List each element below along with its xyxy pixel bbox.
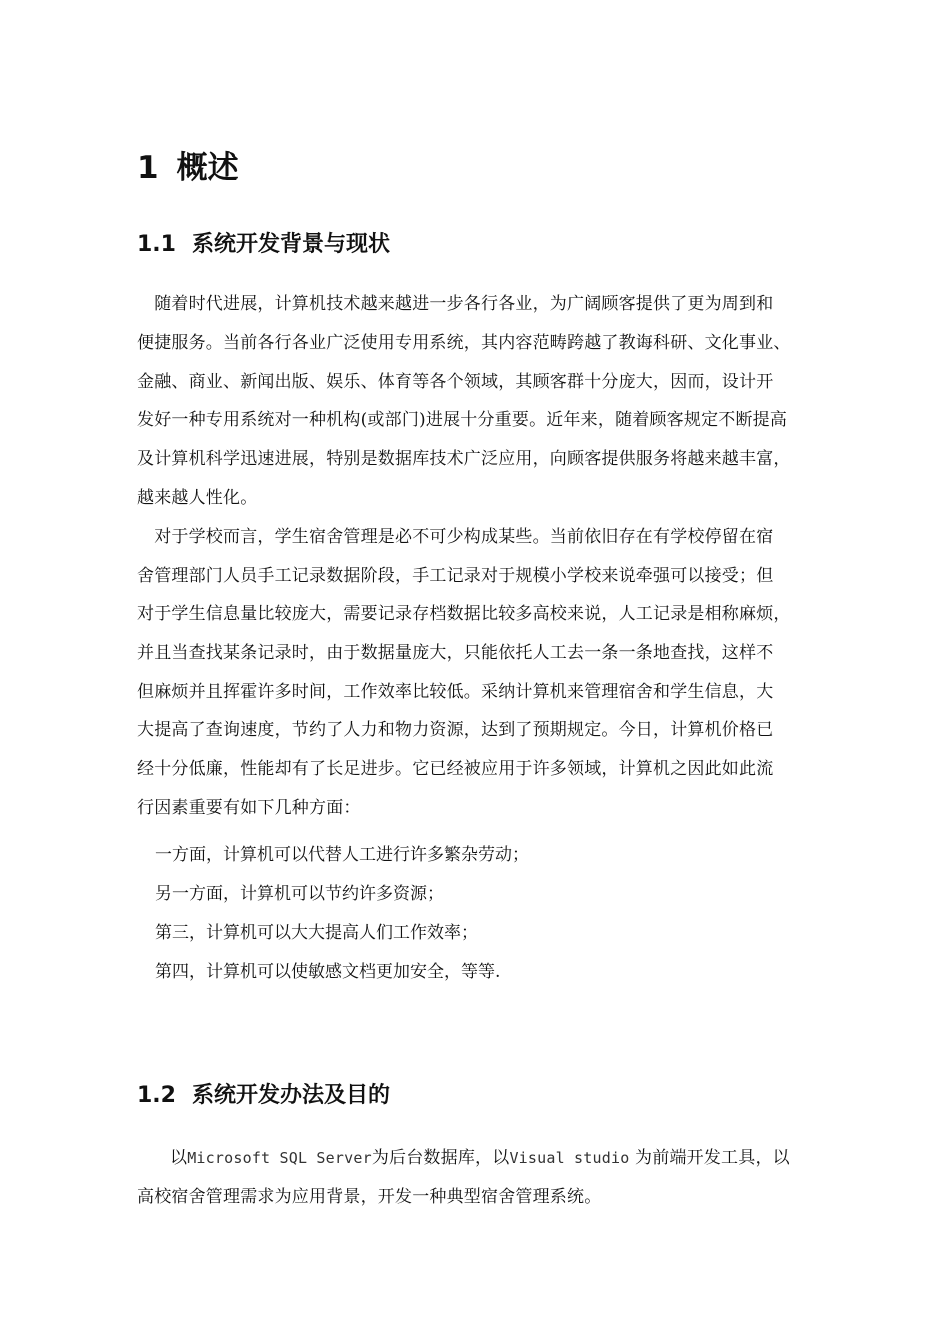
paragraph-line: 经十分低廉，性能却有了长足进步。它已经被应用于许多领域，计算机之因此如此流 (137, 759, 774, 779)
paragraph-line: 并且当查找某条记录时，由于数据量庞大，只能依托人工去一条一条地查找，这样不 (137, 643, 774, 663)
paragraph-line: 随着时代进展，计算机技术越来越进一步各行各业，为广阔顾客提供了更为周到和 (137, 294, 774, 314)
text-run: 为后台数据库，以 (371, 1148, 510, 1168)
list-item: 第三，计算机可以大大提高人们工作效率； (155, 923, 478, 943)
paragraph-line: 对于学生信息量比较庞大，需要记录存档数据比较多高校来说，人工记录是相称麻烦， (137, 604, 791, 624)
paragraph-line: 越来越人性化。 (137, 488, 258, 508)
list-item: 另一方面，计算机可以节约许多资源； (155, 884, 444, 904)
section-title: 系统开发背景与现状 (191, 232, 390, 257)
section-title: 系统开发办法及目的 (191, 1083, 390, 1108)
section-heading-1-1 (137, 230, 390, 260)
text-run: 以 (170, 1148, 188, 1168)
chapter-heading (137, 148, 239, 188)
paragraph-line: 金融、商业、新闻出版、娱乐、体育等各个领域，其顾客群十分庞大，因而，设计开 (137, 372, 774, 392)
paragraph-line: 行因素重要有如下几种方面： (137, 798, 361, 818)
paragraph-line (170, 1146, 870, 1170)
paragraph-line: 对于学校而言，学生宿舍管理是必不可少构成某些。当前依旧存在有学校停留在宿 (137, 527, 774, 547)
list-item: 一方面，计算机可以代替人工进行许多繁杂劳动； (155, 845, 529, 865)
paragraph-line: 高校宿舍管理需求为应用背景，开发一种典型宿舍管理系统。 (137, 1187, 602, 1207)
chapter-number: 1 (137, 150, 159, 186)
paragraph-line: 但麻烦并且挥霍许多时间，工作效率比较低。采纳计算机来管理宿舍和学生信息，大 (137, 682, 774, 702)
section-number: 1.2 (137, 1083, 176, 1108)
paragraph-line: 便捷服务。当前各行各业广泛使用专用系统，其内容范畴跨越了教诲科研、文化事业、 (137, 333, 791, 353)
section-heading-1-2 (137, 1081, 390, 1111)
paragraph-line: 发好一种专用系统对一种机构(或部门)进展十分重要。近年来，随着顾客规定不断提高 (137, 410, 788, 430)
product-name: Microsoft SQL Server (187, 1149, 372, 1167)
paragraph-line: 舍管理部门人员手工记录数据阶段，手工记录对于规模小学校来说牵强可以接受；但 (137, 566, 774, 586)
chapter-title: 概述 (176, 150, 239, 186)
list-item: 第四，计算机可以使敏感文档更加安全，等等. (155, 962, 501, 982)
text-run: 为前端开发工具，以 (629, 1148, 790, 1168)
product-name: Visual studio (509, 1149, 630, 1167)
paragraph-line: 及计算机科学迅速进展，特别是数据库技术广泛应用，向顾客提供服务将越来越丰富， (137, 449, 791, 469)
section-number: 1.1 (137, 232, 176, 257)
paragraph-line: 大提高了查询速度，节约了人力和物力资源，达到了预期规定。今日，计算机价格已 (137, 720, 774, 740)
